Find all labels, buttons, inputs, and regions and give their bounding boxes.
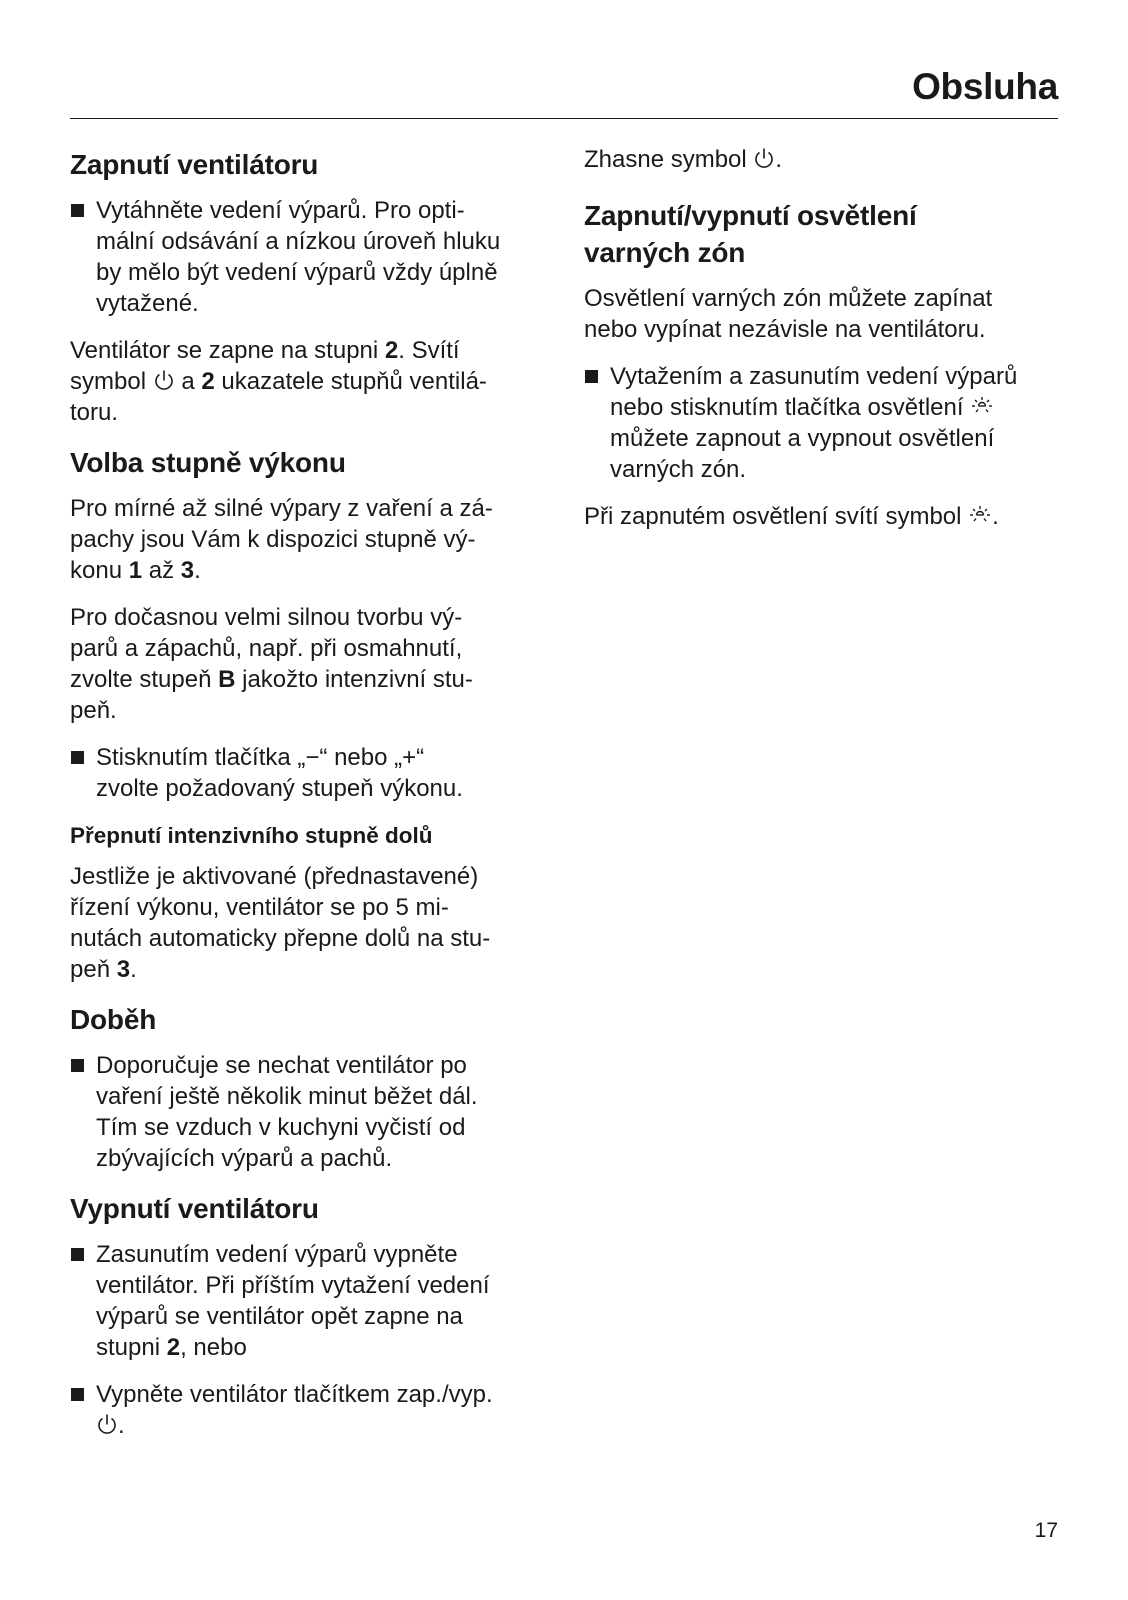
power-icon <box>153 369 175 393</box>
subheading-intensive-level: Přepnutí intenzivního stupně dolů <box>70 823 433 848</box>
bullet-square-icon <box>71 751 84 764</box>
paragraph: Při zapnutém osvětlení svítí symbol . <box>584 503 999 530</box>
bullet-square-icon <box>585 370 598 383</box>
light-icon <box>970 395 994 419</box>
heading-run-on: Doběh <box>70 1004 157 1035</box>
power-icon <box>96 1413 118 1437</box>
paragraph: Pro dočasnou velmi silnou tvorbu vý- parů a zápachů, např. při osmahnutí, zvolte stupeň B jakožto intenzivní stu- peň. <box>70 604 473 724</box>
page-number: 17 <box>1034 1519 1058 1542</box>
heading-power-level: Volba stupně výkonu <box>70 447 346 478</box>
paragraph: Ventilátor se zapne na stupni 2. Svítí symbol a 2 ukazatele stupňů ventilá- toru. <box>70 337 487 426</box>
bullet-square-icon <box>71 1388 84 1401</box>
header-divider <box>70 118 1058 119</box>
heading-fan-on: Zapnutí ventilátoru <box>70 149 319 180</box>
left-column <box>70 136 550 1457</box>
right-column <box>584 136 1064 548</box>
paragraph: Osvětlení varných zón můžete zapínat nebo vypínat nezávisle na ventilátoru. <box>584 285 993 343</box>
list-item: Zasunutím vedení výparů vypněte ventilátor. Při příštím vytažení vedení výparů se ventilátor opět zapne na stupni 2, nebo <box>70 1239 550 1363</box>
paragraph: Zhasne symbol . <box>584 146 783 173</box>
list-item: Vytáhněte vedení výparů. Pro opti- mální odsávání a nízkou úroveň hluku by mělo být vedení výparů vždy úplně vytažené. <box>70 195 550 319</box>
bullet-square-icon <box>71 1248 84 1261</box>
bullet-square-icon <box>71 1059 84 1072</box>
list-item: Vypněte ventilátor tlačítkem zap./vyp. . <box>70 1379 550 1441</box>
paragraph: Pro mírné až silné výpary z vaření a zá- pachy jsou Vám k dispozici stupně vý- konu 1 až 3. <box>70 495 493 584</box>
list-item: Doporučuje se nechat ventilátor po vaření ještě několik minut běžet dál. Tím se vzduch v kuchyni vyčistí od zbývajících výparů a pachů. <box>70 1050 550 1174</box>
light-icon <box>968 504 992 528</box>
paragraph: Jestliže je aktivované (přednastavené) řízení výkonu, ventilátor se po 5 mi- nutách automaticky přepne dolů na stu- peň 3. <box>70 863 491 983</box>
list-item: Stisknutím tlačítka „−“ nebo „+“ zvolte požadovaný stupeň výkonu. <box>70 742 550 804</box>
power-icon <box>753 147 775 171</box>
heading-lighting: Zapnutí/vypnutí osvětlení varných zón <box>584 200 917 268</box>
bullet-square-icon <box>71 204 84 217</box>
list-item: Vytažením a zasunutím vedení výparů nebo stisknutím tlačítka osvětlení můžete zapnout a vypnout osvětlení varných zón. <box>584 361 1064 485</box>
heading-fan-off: Vypnutí ventilátoru <box>70 1193 319 1224</box>
page-title: Obsluha <box>912 66 1058 107</box>
